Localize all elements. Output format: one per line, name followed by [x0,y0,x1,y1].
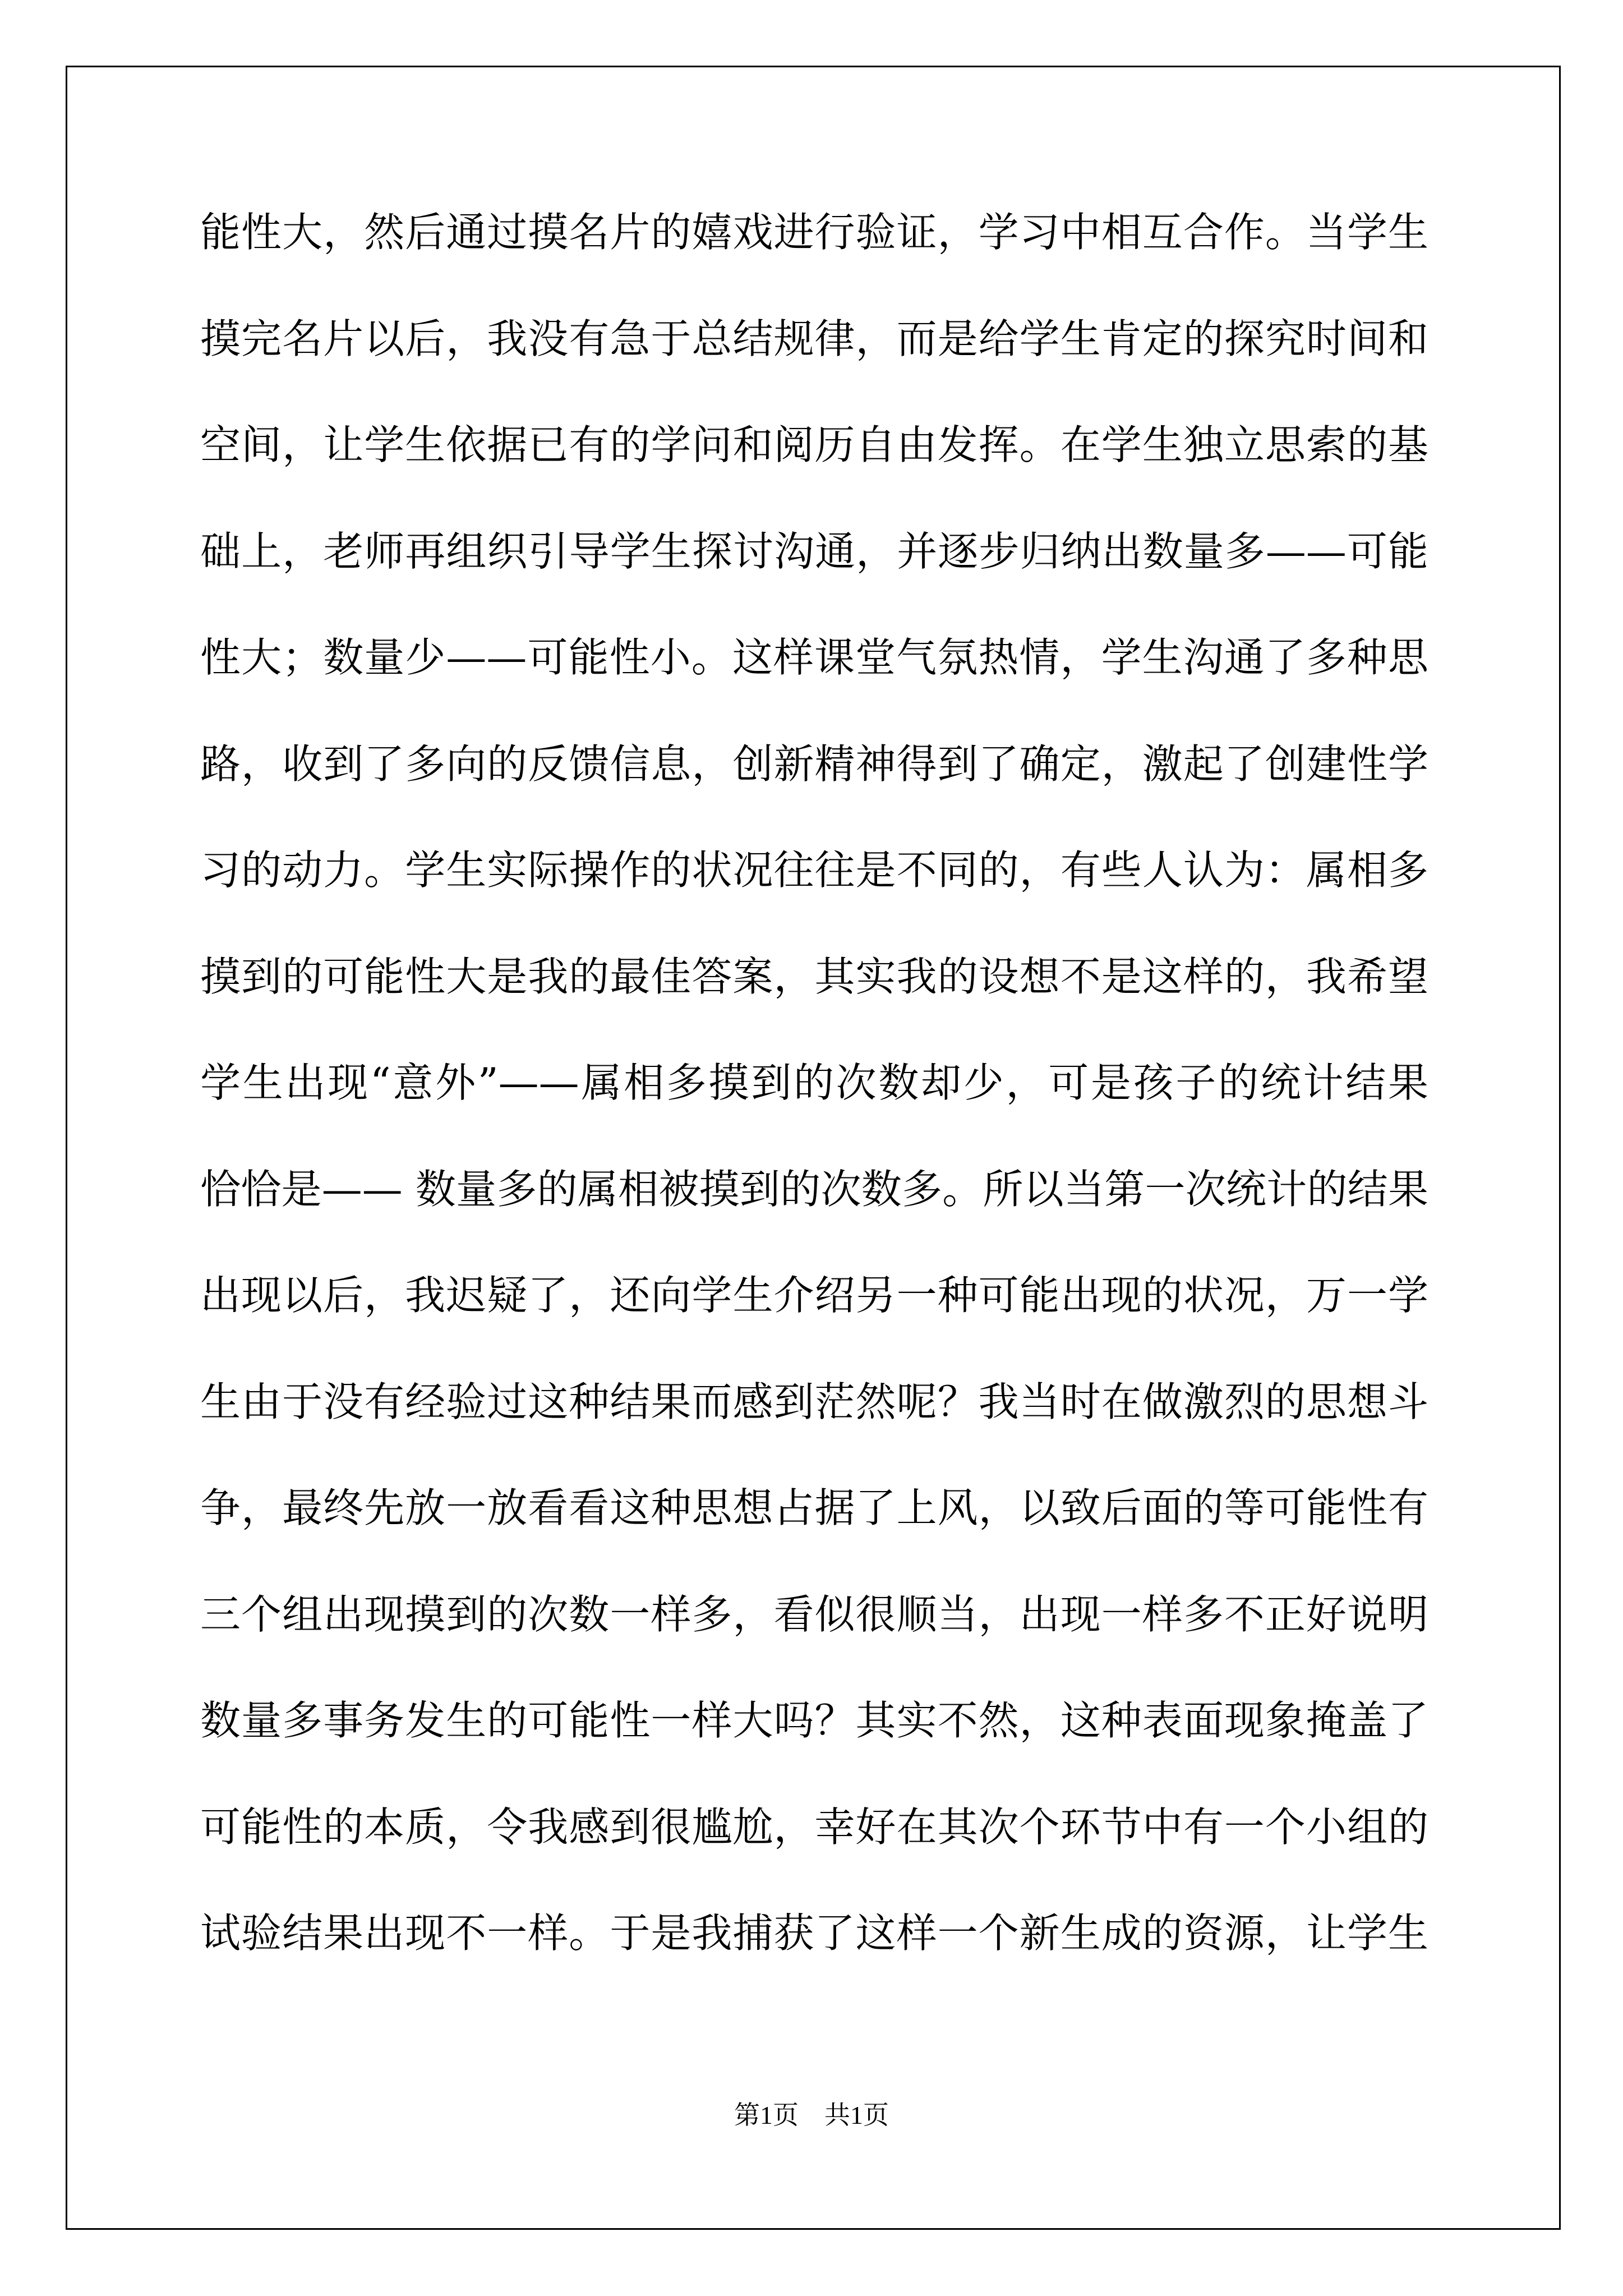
text-line: 争，最终先放一放看看这种思想占据了上风，以致后面的等可能性有 [200,1484,1428,1531]
text-line: 空间，让学生依据已有的学问和阅历自由发挥。在学生独立思索的基 [200,421,1428,468]
text-line: 试验结果出现不一样。于是我捕获了这样一个新生成的资源，让学生 [200,1910,1428,1957]
document-body [200,209,1428,2019]
text-line: 学生出现“意外”——属相多摸到的次数却少，可是孩子的统计结果 [200,1059,1428,1106]
text-line: 恰恰是—— 数量多的属相被摸到的次数多。所以当第一次统计的结果 [200,1165,1428,1213]
text-line: 出现以后，我迟疑了，还向学生介绍另一种可能出现的状况，万一学 [200,1272,1428,1319]
text-line: 可能性的本质，令我感到很尴尬，幸好在其次个环节中有一个小组的 [200,1803,1428,1851]
page-total: 共1页 [824,2101,889,2129]
text-line: 数量多事务发生的可能性一样大吗？其实不然，这种表面现象掩盖了 [200,1697,1428,1744]
text-line: 三个组出现摸到的次数一样多，看似很顺当，出现一样多不正好说明 [200,1590,1428,1638]
text-line: 生由于没有经验过这种结果而感到茫然呢？我当时在做激烈的思想斗 [200,1378,1428,1425]
text-line: 摸到的可能性大是我的最佳答案，其实我的设想不是这样的，我希望 [200,953,1428,1000]
page-footer [0,2101,1623,2130]
text-line: 础上，老师再组织引导学生探讨沟通，并逐步归纳出数量多——可能 [200,527,1428,575]
text-line: 能性大，然后通过摸名片的嬉戏进行验证，学习中相互合作。当学生 [200,209,1428,256]
text-line: 摸完名片以后，我没有急于总结规律，而是给学生肯定的探究时间和 [200,315,1428,362]
text-line: 性大；数量少——可能性小。这样课堂气氛热情，学生沟通了多种思 [200,634,1428,681]
text-line: 路，收到了多向的反馈信息，创新精神得到了确定，激起了创建性学 [200,740,1428,788]
text-line: 习的动力。学生实际操作的状况往往是不同的，有些人认为：属相多 [200,846,1428,894]
page-number: 第1页 [734,2101,799,2129]
